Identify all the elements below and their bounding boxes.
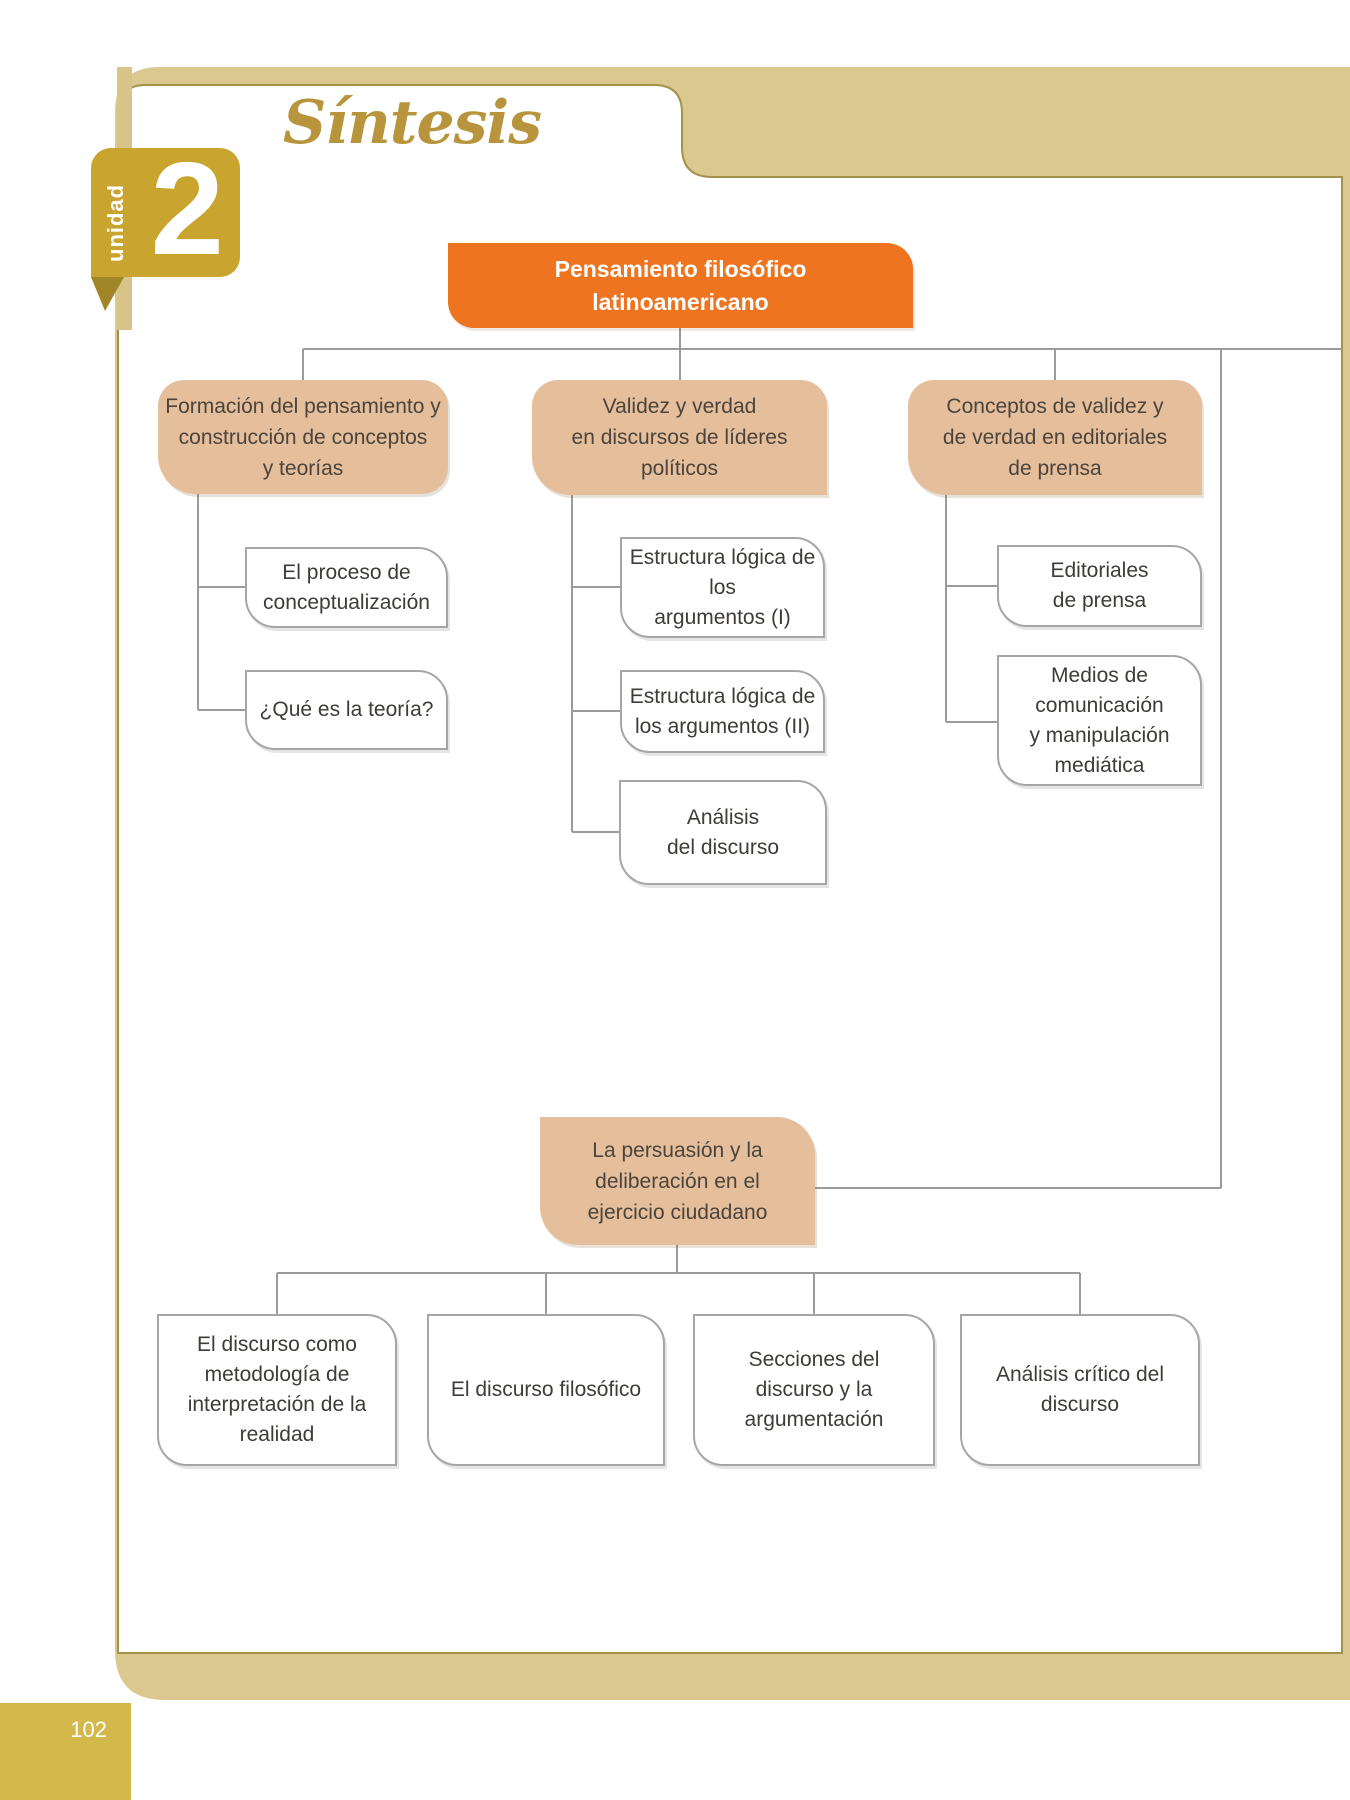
node-label: Medios de comunicación y manipulación mediática — [1029, 663, 1170, 777]
node-editoriales — [997, 545, 1202, 627]
node-root — [448, 243, 913, 328]
unit-label: unidad — [103, 183, 128, 262]
node-label: Validez y verdad en discursos de líderes políticos — [571, 395, 788, 480]
page-number-box — [0, 1703, 131, 1800]
node-label: El discurso filosófico — [450, 1378, 642, 1401]
page-title: Síntesis — [283, 88, 541, 158]
node-estructura2 — [620, 670, 825, 753]
node-critico — [960, 1314, 1200, 1466]
node-label: Secciones del discurso y la argumentación — [744, 1348, 884, 1431]
node-label: Pensamiento filosófico latinoamericano — [554, 255, 807, 315]
node-estructura1 — [620, 537, 825, 638]
node-medios — [997, 655, 1202, 786]
node-label: Formación del pensamiento y construcción de conceptos y teorías — [165, 394, 441, 480]
node-metodologia — [157, 1314, 397, 1466]
node-conceptos — [908, 380, 1202, 495]
node-label: ¿Qué es la teoría? — [259, 698, 434, 721]
node-label: Conceptos de validez y de verdad en editoriales de prensa — [942, 395, 1168, 480]
node-proceso — [245, 547, 448, 628]
node-filosofico — [427, 1314, 665, 1466]
page-number: 102 — [70, 1717, 107, 1742]
node-label: El proceso de conceptualización — [263, 560, 430, 614]
node-analisis — [619, 780, 827, 885]
node-label: Análisis crítico del discurso — [995, 1363, 1165, 1416]
node-secciones — [693, 1314, 935, 1466]
node-label: Análisis del discurso — [666, 805, 780, 859]
unit-number: 2 — [150, 135, 224, 282]
node-persuasion — [540, 1117, 815, 1245]
node-label: Estructura lógica de los argumentos (II) — [629, 684, 816, 738]
unit-badge — [91, 135, 240, 282]
node-label: Estructura lógica de los argumentos (I) — [629, 545, 816, 629]
node-formacion — [158, 380, 448, 494]
node-label: Editoriales de prensa — [1050, 559, 1149, 612]
node-label: El discurso como metodología de interpretación de la realidad — [187, 1333, 367, 1446]
node-validez — [532, 380, 827, 495]
node-label: La persuasión y la deliberación en el ejercicio ciudadano — [587, 1138, 768, 1224]
node-teoria — [245, 670, 448, 750]
